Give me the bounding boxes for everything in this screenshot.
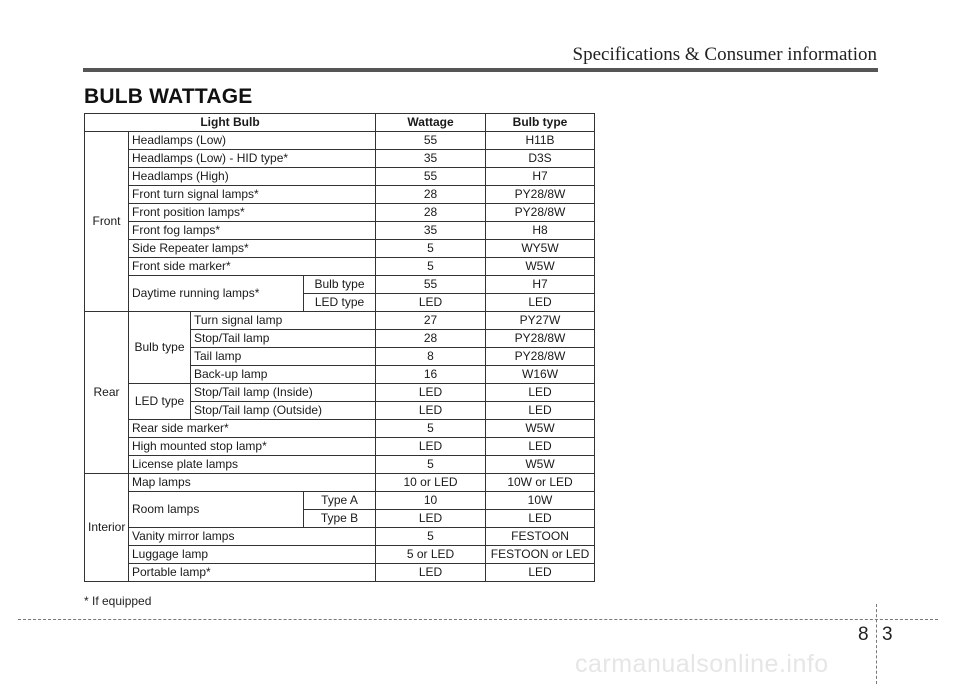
footer-rule xyxy=(18,619,938,620)
room-sub-label: Type A xyxy=(304,492,376,510)
row-type: W5W xyxy=(486,258,595,276)
room-lamps-name: Room lamps xyxy=(129,492,304,528)
header-title: Specifications & Consumer information xyxy=(572,44,877,65)
table-row xyxy=(85,150,595,168)
table-row xyxy=(85,474,595,492)
row-type: FESTOON xyxy=(486,528,595,546)
table-row xyxy=(85,564,595,582)
table-row xyxy=(85,456,595,474)
row-name: Front turn signal lamps* xyxy=(129,186,376,204)
row-name: Portable lamp* xyxy=(129,564,376,582)
table-row xyxy=(85,168,595,186)
row-name: Turn signal lamp xyxy=(191,312,376,330)
footnote: * If equipped xyxy=(84,594,152,608)
row-type: LED xyxy=(486,564,595,582)
table-row xyxy=(85,186,595,204)
group-interior: Interior xyxy=(85,474,129,582)
row-name: Front side marker* xyxy=(129,258,376,276)
header-bulb-type: Bulb type xyxy=(486,114,595,132)
bulb-wattage-table xyxy=(84,113,595,582)
drl-sub-label: Bulb type xyxy=(304,276,376,294)
row-wattage: 10 xyxy=(376,492,486,510)
row-wattage: 27 xyxy=(376,312,486,330)
row-name: License plate lamps xyxy=(129,456,376,474)
row-type: LED xyxy=(486,438,595,456)
table-row xyxy=(85,222,595,240)
row-type: LED xyxy=(486,510,595,528)
table-row xyxy=(85,132,595,150)
row-wattage: 5 or LED xyxy=(376,546,486,564)
table-row xyxy=(85,258,595,276)
row-name: High mounted stop lamp* xyxy=(129,438,376,456)
row-wattage: 35 xyxy=(376,150,486,168)
table-row xyxy=(85,204,595,222)
table-row xyxy=(85,240,595,258)
row-name: Luggage lamp xyxy=(129,546,376,564)
row-wattage: 35 xyxy=(376,222,486,240)
row-name: Tail lamp xyxy=(191,348,376,366)
row-type: PY28/8W xyxy=(486,330,595,348)
row-wattage: 28 xyxy=(376,186,486,204)
header-rule xyxy=(83,68,878,72)
row-name: Headlamps (Low) xyxy=(129,132,376,150)
group-rear: Rear xyxy=(85,312,129,474)
row-type: LED xyxy=(486,384,595,402)
row-name: Stop/Tail lamp xyxy=(191,330,376,348)
row-type: H11B xyxy=(486,132,595,150)
row-type: 10W or LED xyxy=(486,474,595,492)
row-type: W5W xyxy=(486,420,595,438)
row-type: FESTOON or LED xyxy=(486,546,595,564)
header-light-bulb: Light Bulb xyxy=(85,114,376,132)
row-name: Stop/Tail lamp (Outside) xyxy=(191,402,376,420)
row-wattage: 5 xyxy=(376,240,486,258)
row-wattage: 10 or LED xyxy=(376,474,486,492)
row-name: Headlamps (High) xyxy=(129,168,376,186)
row-type: PY27W xyxy=(486,312,595,330)
row-type: H8 xyxy=(486,222,595,240)
page-number-section: 8 xyxy=(858,624,869,645)
header-wattage: Wattage xyxy=(376,114,486,132)
rear-bulb-type-label: Bulb type xyxy=(129,312,191,384)
row-name: Stop/Tail lamp (Inside) xyxy=(191,384,376,402)
row-type: W16W xyxy=(486,366,595,384)
row-name: Map lamps xyxy=(129,474,376,492)
section-title: BULB WATTAGE xyxy=(84,85,253,108)
row-wattage: LED xyxy=(376,402,486,420)
row-type: PY28/8W xyxy=(486,186,595,204)
table-row xyxy=(85,276,595,294)
row-name: Rear side marker* xyxy=(129,420,376,438)
table-header-row xyxy=(85,114,595,132)
row-type: LED xyxy=(486,294,595,312)
row-wattage: 16 xyxy=(376,366,486,384)
table-row xyxy=(85,420,595,438)
row-name: Back-up lamp xyxy=(191,366,376,384)
row-wattage: LED xyxy=(376,294,486,312)
row-name: Side Repeater lamps* xyxy=(129,240,376,258)
row-type: WY5W xyxy=(486,240,595,258)
row-type: H7 xyxy=(486,276,595,294)
row-wattage: 5 xyxy=(376,528,486,546)
table-row xyxy=(85,312,595,330)
drl-sub-label: LED type xyxy=(304,294,376,312)
row-wattage: 5 xyxy=(376,420,486,438)
group-front: Front xyxy=(85,132,129,312)
table-row xyxy=(85,528,595,546)
row-name: Front fog lamps* xyxy=(129,222,376,240)
row-wattage: 55 xyxy=(376,132,486,150)
row-wattage: LED xyxy=(376,510,486,528)
row-name: Front position lamps* xyxy=(129,204,376,222)
row-type: 10W xyxy=(486,492,595,510)
row-wattage: LED xyxy=(376,564,486,582)
row-type: PY28/8W xyxy=(486,204,595,222)
row-wattage: 5 xyxy=(376,456,486,474)
row-type: PY28/8W xyxy=(486,348,595,366)
page-divider xyxy=(876,604,877,684)
row-wattage: 28 xyxy=(376,204,486,222)
row-wattage: 28 xyxy=(376,330,486,348)
row-wattage: LED xyxy=(376,384,486,402)
row-type: H7 xyxy=(486,168,595,186)
page-number-page: 3 xyxy=(882,624,893,645)
row-wattage: 5 xyxy=(376,258,486,276)
drl-name: Daytime running lamps* xyxy=(129,276,304,312)
row-wattage: 8 xyxy=(376,348,486,366)
room-sub-label: Type B xyxy=(304,510,376,528)
row-type: W5W xyxy=(486,456,595,474)
table-row xyxy=(85,384,595,402)
row-type: D3S xyxy=(486,150,595,168)
row-name: Vanity mirror lamps xyxy=(129,528,376,546)
row-type: LED xyxy=(486,402,595,420)
rear-led-type-label: LED type xyxy=(129,384,191,420)
table-row xyxy=(85,492,595,510)
row-wattage: 55 xyxy=(376,168,486,186)
table-row xyxy=(85,438,595,456)
row-wattage: 55 xyxy=(376,276,486,294)
watermark: carmanualsonline.info xyxy=(575,650,829,678)
row-name: Headlamps (Low) - HID type* xyxy=(129,150,376,168)
row-wattage: LED xyxy=(376,438,486,456)
table-row xyxy=(85,546,595,564)
